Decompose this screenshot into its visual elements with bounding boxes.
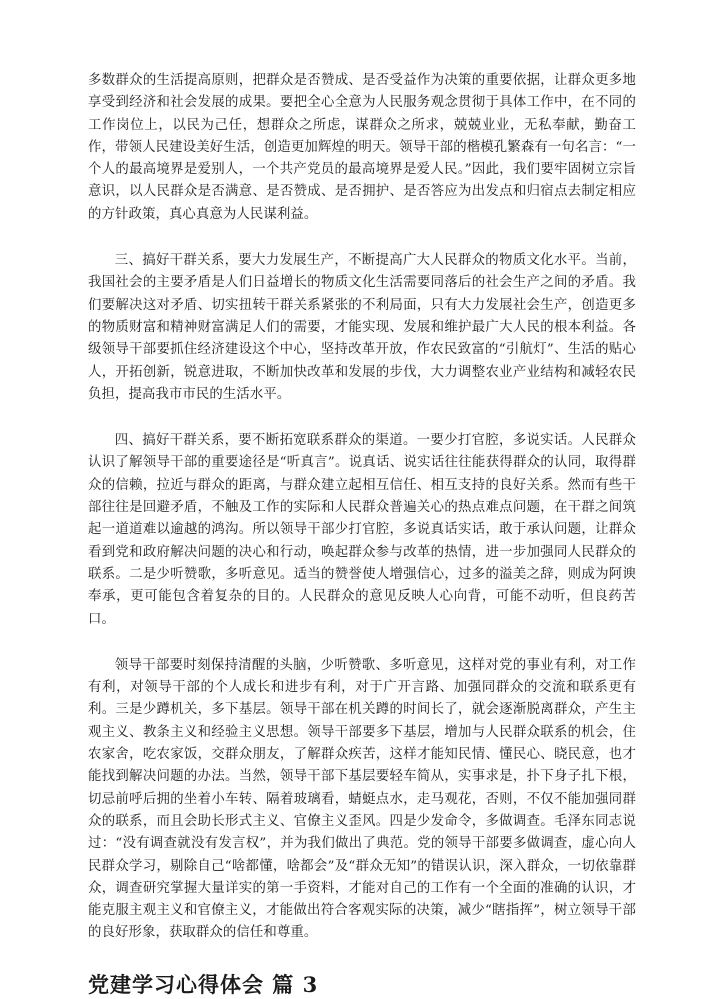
paragraph-grassroots: 领导干部要时刻保持清醒的头脑，少听赞歌、多听意见，这样对党的事业有利，对工作有利，对领导干部的个人成长和进步有利，对于广开言路、加强同群众的交流和联系更有利。三是少蹲机关，多下基层。领导干部在机关蹲的时间长了，就会逐渐脱离群众，产生主观主义、教条主义和经验主义思想。领导干部要多下基层，增加与人民群众联系的机会，住农家舍，吃农家饭，交群众朋友，了解群众疾苦，这样才能知民情、懂民心、晓民意，也才能找到解决问题的办法。当然，领导干部下基层要轻车简从，实事求是，扑下身子扎下根，切忌前呼后拥的坐着小车转、隔着玻璃看，蜻蜓点水，走马观花，否则，不仅不能加强同群众的联系，而且会助长形式主义、官僚主义歪风。四是少发命令，多做调查。毛泽东同志说过：“没有调查就没有发言权”，并为我们做出了典范。党的领导干部要多做调查，虚心向人民群众学习，剔除自己“啥都懂，啥都会”及“群众无知”的错误认识，深入群众，一切依靠群众，调查研究掌握大量详实的第一手资料，才能对自己的工作有一个全面的准确的认识，才能克服主观主义和官僚主义，才能做出符合客观实际的决策，减少“瞎指挥”，树立领导干部的良好形象，获取群众的信任和尊重。 <box>88 657 636 941</box>
paragraph-four-channels: 四、搞好干群关系，要不断拓宽联系群众的渠道。一要少打官腔，多说实话。人民群众认识了解领导干部的重要途径是“听真言”。说真话、说实话往往能获得群众的认同，取得群众的信赖，拉近与群众的距离，与群众建立起相互信任、相互支持的良好关系。然而有些干部往往是回避矛盾，不触及工作的实际和人民群众普遍关心的热点难点问题，在干群之间筑起一道道难以逾越的鸿沟。所以领导干部少打官腔，多说真话实话，敢于承认问题，让群众看到党和政府解决问题的决心和行动，唤起群众参与改革的热情，进一步加强同人民群众的联系。二是少听赞歌，多听意见。适当的赞誉使人增强信心，过多的溢美之辞，则成为阿谀奉承，更可能包含着复杂的目的。人民群众的意见反映人心向背，可能不动听，但良药苦口。 <box>88 433 636 627</box>
section-heading: 党建学习心得体会 篇 3 <box>88 971 319 997</box>
paragraph-continued: 多数群众的生活提高原则，把群众是否赞成、是否受益作为决策的重要依据，让群众更多地享受到经济和社会发展的成果。要把全心全意为人民服务观念贯彻于具体工作中，在不同的工作岗位上，以民为己任，想群众之所虑，谋群众之所求，兢兢业业，无私奉献，勤奋工作，带领人民建设美好生活，创造更加辉煌的明天。领导干部的楷模孔繁森有一句名言：“一个人的最高境界是爱别人，一个共产党员的最高境界是爱人民。”因此，我们要牢固树立宗旨意识，以人民群众是否满意、是否赞成、是否拥护、是否答应为出发点和归宿点去制定相应的方针政策，真心真意为人民谋利益。 <box>88 73 636 222</box>
document-page <box>88 70 636 999</box>
paragraph-three-production: 三、搞好干群关系，要大力发展生产，不断提高广大人民群众的物质文化水平。当前，我国社会的主要矛盾是人们日益增长的物质文化生活需要同落后的社会生产之间的矛盾。我们要解决这对矛盾、切实扭转干群关系紧张的不利局面，只有大力发展社会生产，创造更多的物质财富和精神财富满足人们的需要，才能实现、发展和维护最广大人民的根本利益。各级领导干部要抓住经济建设这个中心，坚持改革开放，作农民致富的“引航灯”、生活的贴心人，开拓创新，锐意进取，不断加快改革和发展的步伐，大力调整农业产业结构和减轻农民负担，提高我市市民的生活水平。 <box>88 253 636 402</box>
